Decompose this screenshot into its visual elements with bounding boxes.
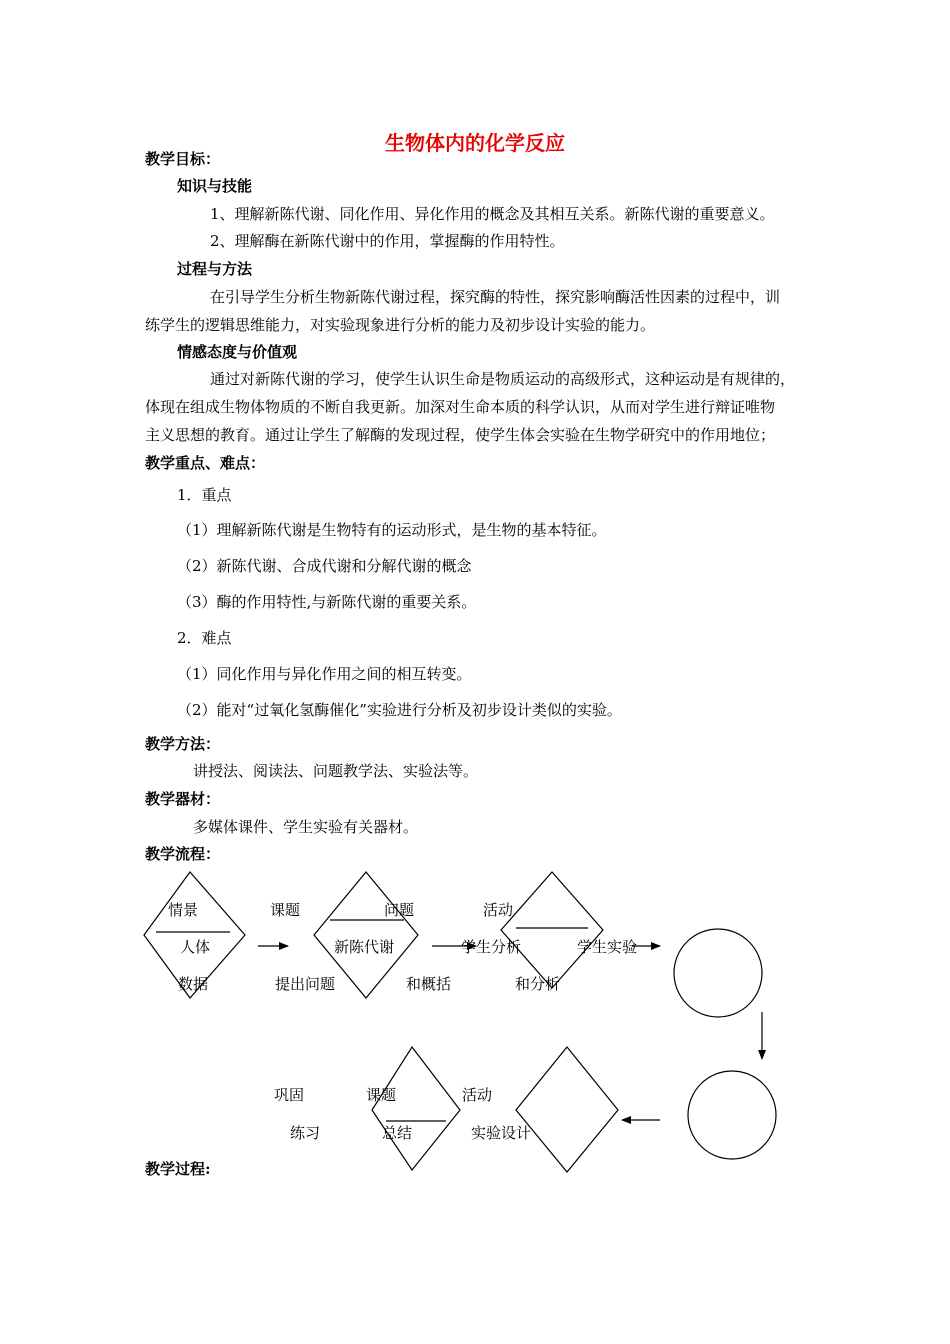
difficulty-item: （2）能对“过氧化氢酶催化”实验进行分析及初步设计类似的实验。 — [177, 701, 622, 719]
flow-label: 情景 — [168, 901, 199, 919]
process-method-heading: 过程与方法 — [177, 260, 253, 278]
flow-label: 课题 — [366, 1086, 397, 1104]
flow-circle-1 — [674, 929, 762, 1017]
teaching-flow-diagram — [0, 860, 950, 1190]
emotion-heading: 情感态度与价值观 — [177, 343, 298, 361]
flow-label: 课题 — [270, 901, 301, 919]
emotion-line: 体现在组成生物体物质的不断自我更新。加深对生命本质的科学认识，从而对学生进行辩证唯物 — [145, 398, 776, 416]
difficulty-label: 2．难点 — [177, 629, 232, 647]
flow-label: 数据 — [178, 975, 209, 993]
flow-label: 新陈代谢 — [334, 938, 395, 956]
materials-heading: 教学器材： — [145, 790, 221, 808]
process-method-line: 在引导学生分析生物新陈代谢过程，探究酶的特性，探究影响酶活性因素的过程中，训 — [210, 288, 781, 306]
flow-label: 和概括 — [406, 975, 452, 993]
goals-heading: 教学目标： — [145, 150, 221, 168]
flow-label: 活动 — [483, 901, 514, 919]
methods-text: 讲授法、阅读法、问题教学法、实验法等。 — [193, 762, 479, 780]
difficulty-item: （1）同化作用与异化作用之间的相互转变。 — [177, 665, 472, 683]
keypoints-heading: 教学重点、难点： — [145, 454, 266, 472]
flow-label: 总结 — [382, 1124, 413, 1142]
process-method-line: 练学生的逻辑思维能力，对实验现象进行分析的能力及初步设计实验的能力。 — [145, 316, 656, 334]
flow-heading: 教学流程： — [145, 845, 221, 863]
flow-label: 巩固 — [274, 1086, 305, 1104]
flow-label: 活动 — [462, 1086, 493, 1104]
flow-diamond-3 — [501, 872, 603, 988]
flow-circle-2 — [688, 1071, 776, 1159]
flow-label: 人体 — [180, 938, 211, 956]
flow-label: 和分析 — [515, 975, 561, 993]
flow-label: 练习 — [290, 1124, 321, 1142]
flow-diamond-5 — [516, 1047, 618, 1172]
focus-item: （2）新陈代谢、合成代谢和分解代谢的概念 — [177, 557, 472, 575]
flow-label: 提出问题 — [275, 975, 336, 993]
emotion-line: 主义思想的教育。通过让学生了解酶的发现过程，使学生体会实验在生物学研究中的作用地位； — [145, 426, 776, 444]
focus-label: 1．重点 — [177, 486, 232, 504]
knowledge-heading: 知识与技能 — [177, 177, 253, 195]
flow-label: 问题 — [384, 901, 415, 919]
emotion-line: 通过对新陈代谢的学习，使学生认识生命是物质运动的高级形式，这种运动是有规律的， — [210, 370, 796, 388]
materials-text: 多媒体课件、学生实验有关器材。 — [193, 818, 419, 836]
flow-label: 学生实验 — [577, 938, 638, 956]
knowledge-item: 2、理解酶在新陈代谢中的作用，掌握酶的作用特性。 — [210, 232, 565, 250]
flow-label: 实验设计 — [471, 1124, 532, 1142]
methods-heading: 教学方法： — [145, 735, 221, 753]
knowledge-item: 1、理解新陈代谢、同化作用、异化作用的概念及其相互关系。新陈代谢的重要意义。 — [210, 205, 775, 223]
focus-item: （3）酶的作用特性,与新陈代谢的重要关系。 — [177, 593, 477, 611]
flow-diamond-4 — [372, 1047, 460, 1170]
page-title: 生物体内的化学反应 — [385, 131, 565, 155]
process-heading: 教学过程: — [145, 1160, 211, 1178]
focus-item: （1）理解新陈代谢是生物特有的运动形式，是生物的基本特征。 — [177, 521, 607, 539]
flow-label: 学生分析 — [461, 938, 522, 956]
